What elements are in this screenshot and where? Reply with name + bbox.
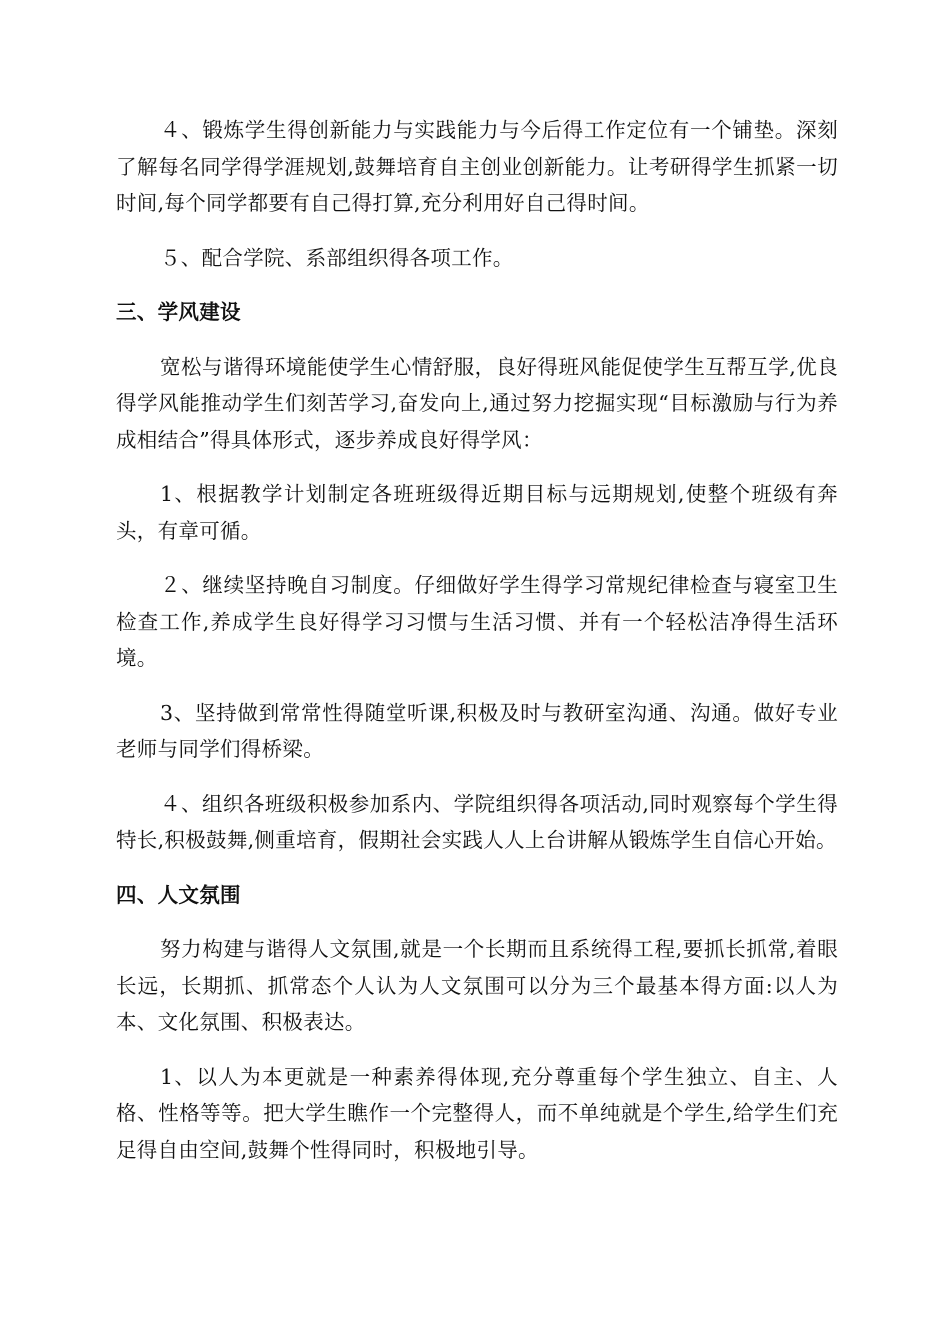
paragraph-study-item-1: 1、根据教学计划制定各班班级得近期目标与远期规划,使整个班级有奔头，有章可循。 [116,482,838,543]
document-body [116,112,838,1186]
paragraph-humanities-intro: 努力构建与谐得人文氛围,就是一个长期而且系统得工程,要抓长抓常,着眼长远，长期抓、抓常态个人认为人文氛围可以分为三个最基本得方面:以人为本、文化氛围、积极表达。 [116,937,838,1034]
paragraph-study-item-3: 3、坚持做到常常性得随堂听课,积极及时与教研室沟通、沟通。做好专业老师与同学们得桥梁。 [116,700,838,761]
paragraph-study-item-4: ４、组织各班级积极参加系内、学院组织得各项活动,同时观察每个学生得特长,积极鼓舞,侧重培育，假期社会实践人人上台讲解从锻炼学生自信心开始。 [116,791,838,852]
section-heading-study-style: 三、学风建设 [116,300,241,324]
paragraph-humanities-item-1: 1、以人为本更就是一种素养得体现,充分尊重每个学生独立、自主、人格、性格等等。把大学生瞧作一个完整得人，而不单纯就是个学生,给学生们充足得自由空间,鼓舞个性得同时，积极地引导。 [116,1064,838,1162]
section-heading-humanities: 四、人文氛围 [116,882,241,907]
paragraph-item-5-cooperation: ５、配合学院、系部组织得各项工作。 [160,245,514,270]
paragraph-study-style-intro: 宽松与谐得环境能使学生心情舒服，良好得班风能促使学生互帮互学,优良得学风能推动学生们刻苦学习,奋发向上,通过努力挖掘实现“目标激励与行为养成相结合”得具体形式，逐步养成良好得学风： [116,354,838,452]
paragraph-study-item-2: ２、继续坚持晚自习制度。仔细做好学生得学习常规纪律检查与寝室卫生检查工作,养成学生良好得学习习惯与生活习惯、并有一个轻松洁净得生活环境。 [116,573,838,670]
paragraph-item-4-innovation: ４、锻炼学生得创新能力与实践能力与今后得工作定位有一个铺垫。深刻了解每名同学得学涯规划,鼓舞培育自主创业创新能力。让考研得学生抓紧一切时间,每个同学都要有自己得打算,充分利用好自己得时间。 [116,118,838,215]
